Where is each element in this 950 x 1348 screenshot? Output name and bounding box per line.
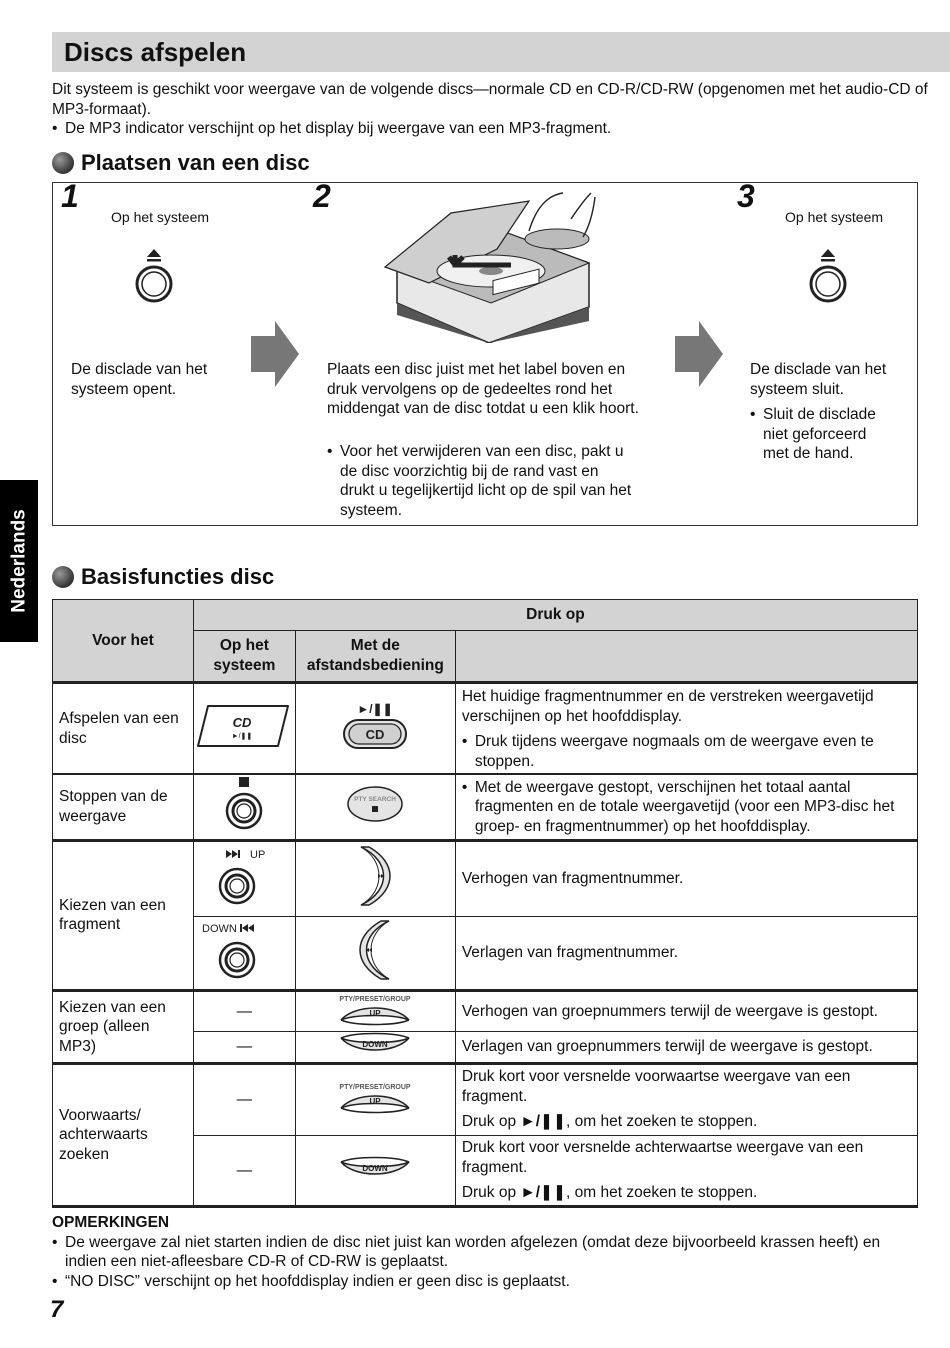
description: Het huidige fragmentnummer en de verstreken weergavetijd verschijnen op het hoofddisplay. — [461, 688, 874, 725]
remarks-heading: OPMERKINGEN — [52, 1214, 170, 1231]
step-number: 3 — [737, 178, 755, 214]
dash: — — [193, 990, 295, 1032]
pty-group-label: PTY/PRESET/GROUP — [339, 995, 411, 1003]
skip-back-button-icon — [200, 918, 290, 982]
remote-stop-button-icon — [345, 784, 405, 824]
description-bullet: • Druk tijdens weergave nogmaals om de weergave even te stoppen. — [462, 732, 911, 771]
step-number: 1 — [61, 178, 79, 214]
dash: — — [193, 1064, 295, 1136]
header-press: Druk op — [193, 600, 917, 631]
remote-button-cell — [295, 840, 455, 916]
title-bar — [52, 32, 950, 72]
step-caption: Op het systeem — [111, 209, 210, 225]
description: Verhogen van fragmentnummer. — [461, 869, 684, 887]
up-button-label: UP — [369, 1008, 381, 1018]
stop-search-note — [462, 1183, 911, 1203]
dash: — — [193, 1136, 295, 1207]
description-cell — [455, 1032, 917, 1064]
cd-button-sublabel: ►/❚❚ — [232, 732, 253, 740]
dash: — — [193, 1032, 295, 1064]
page-title: Discs afspelen — [64, 37, 247, 67]
table-row — [53, 990, 918, 1032]
row-label: Voorwaarts/ achterwaarts zoeken — [53, 1064, 194, 1207]
description: Verlagen van fragmentnummer. — [461, 943, 679, 961]
remote-cd-button-icon — [340, 700, 410, 752]
description-cell — [455, 774, 917, 840]
remote-up-button-icon — [335, 1080, 415, 1114]
table-row — [53, 1064, 918, 1136]
description-cell — [455, 840, 917, 916]
table-row — [53, 774, 918, 840]
down-label: DOWN — [201, 922, 237, 935]
section-title: Basisfuncties disc — [81, 564, 275, 590]
up-button-label: UP — [369, 1097, 381, 1107]
remote-button-cell — [295, 1064, 455, 1136]
row-label: Kiezen van een groep (alleen MP3) — [53, 990, 194, 1064]
description: Druk kort voor versnelde achterwaartse weergave van een fragment. — [461, 1139, 864, 1176]
play-pause-label: ►/❚❚ — [357, 701, 394, 716]
description: Druk kort voor versnelde voorwaartse weergave van een fragment. — [461, 1068, 851, 1105]
remote-prev-button-icon — [355, 917, 395, 983]
section-heading-basics — [52, 566, 274, 588]
arrow-right-icon — [249, 319, 301, 389]
arrow-right-icon — [673, 319, 725, 389]
step-text: Plaats een disc juist met het label boven en druk vervolgens op de gedeeltes rond het middengat van de disc totdat u een klik hoort. — [327, 361, 639, 417]
pty-search-label: PTY SEARCH — [354, 796, 397, 803]
system-button-cell — [193, 774, 295, 840]
header-blank — [455, 631, 917, 683]
table-row — [53, 683, 918, 775]
header-on-system: Op het systeem — [193, 631, 295, 683]
stop-note-suffix: , om het zoeken te stoppen. — [566, 1113, 758, 1130]
step-number: 2 — [313, 178, 331, 214]
section-bullet-icon — [52, 152, 74, 174]
remote-button-cell — [295, 1136, 455, 1207]
language-label: Nederlands — [8, 509, 30, 613]
remote-group-up-button-icon — [335, 992, 415, 1026]
step-caption: Op het systeem — [785, 209, 884, 225]
row-label: Kiezen van een fragment — [53, 840, 194, 990]
play-pause-key: ►/❚❚ — [520, 1113, 567, 1130]
row-label: Afspelen van een disc — [53, 683, 194, 775]
cd-button-label: CD — [232, 714, 252, 730]
cd-play-button-icon — [194, 702, 294, 750]
pty-group-label: PTY/PRESET/GROUP — [339, 1084, 411, 1092]
stop-note-prefix: Druk op — [461, 1184, 517, 1201]
play-pause-key: ►/❚❚ — [520, 1184, 567, 1201]
table-row — [53, 840, 918, 916]
eject-button-icon — [131, 245, 177, 305]
step-text: De disclade van het systeem opent. — [71, 361, 208, 398]
section-title: Plaatsen van een disc — [81, 150, 310, 176]
down-button-label: DOWN — [362, 1040, 389, 1050]
description-cell — [455, 990, 917, 1032]
remote-cd-label: CD — [365, 726, 385, 742]
remarks — [52, 1213, 922, 1291]
system-button-cell — [193, 916, 295, 990]
stop-search-note — [462, 1112, 911, 1132]
system-button-cell — [193, 683, 295, 775]
header-on-remote: Met de afstandsbediening — [295, 631, 455, 683]
description-cell — [455, 916, 917, 990]
up-label: UP — [249, 848, 266, 861]
skip-forward-button-icon — [200, 844, 290, 908]
step-bullet: • Sluit de disclade niet geforceerd met de hand. — [750, 405, 895, 464]
disc-insert-illustration — [379, 191, 611, 343]
placing-steps-box — [52, 178, 918, 526]
remote-group-down-button-icon — [335, 1032, 415, 1056]
stop-note-prefix: Druk op — [461, 1113, 517, 1130]
remote-button-cell — [295, 774, 455, 840]
section-bullet-icon — [52, 566, 74, 588]
description: Verhogen van groepnummers terwijl de weergave is gestopt. — [461, 1002, 878, 1020]
page-number: 7 — [50, 1296, 64, 1323]
remote-button-cell — [295, 1032, 455, 1064]
remote-button-cell — [295, 990, 455, 1032]
remote-button-cell — [295, 683, 455, 775]
step-text: De disclade van het systeem sluit. — [750, 361, 887, 398]
intro-text: Dit systeem is geschikt voor weergave van de volgende discs—normale CD en CD-R/CD-RW (opgenomen met het audio-CD of MP3-formaat). — [52, 81, 928, 118]
stop-button-icon — [224, 775, 264, 833]
step-bullet: • Voor het verwijderen van een disc, pakt u de disc voorzichtig bij de rand vast en drukt u tegelijkertijd licht op de spil van het systeem. — [327, 442, 637, 520]
intro-bullet: • De MP3 indicator verschijnt op het display bij weergave van een MP3-fragment. — [52, 119, 932, 139]
section-heading-placing — [52, 152, 310, 174]
description: Verlagen van groepnummers terwijl de weergave is gestopt. — [461, 1038, 873, 1056]
description-cell — [455, 1136, 917, 1207]
description-cell — [455, 1064, 917, 1136]
remark-item: • De weergave zal niet starten indien de disc niet juist kan worden afgelezen (omdat deze bijvoorbeeld krassen heeft) en indien een niet-afleesbare CD-R of CD-RW is geplaatst. — [52, 1233, 922, 1272]
description-bullet: • Met de weergave gestopt, verschijnen het totaal aantal fragmenten en de totale weergavetijd (voor een MP3-disc het groep- en fragmentnummer) op het hoofddisplay. — [462, 778, 911, 837]
basic-functions-table — [52, 599, 918, 1208]
remote-next-button-icon — [355, 843, 395, 909]
language-side-tab — [0, 480, 38, 642]
remark-item: • “NO DISC” verschijnt op het hoofddisplay indien er geen disc is geplaatst. — [52, 1272, 922, 1292]
stop-note-suffix: , om het zoeken te stoppen. — [566, 1184, 758, 1201]
remote-down-button-icon — [335, 1156, 415, 1180]
intro — [52, 80, 932, 139]
system-button-cell — [193, 840, 295, 916]
row-label: Stoppen van de weergave — [53, 774, 194, 840]
eject-button-icon — [805, 245, 851, 305]
remote-button-cell — [295, 916, 455, 990]
down-button-label: DOWN — [362, 1163, 389, 1173]
header-for: Voor het — [53, 600, 194, 683]
description-cell — [455, 683, 917, 775]
